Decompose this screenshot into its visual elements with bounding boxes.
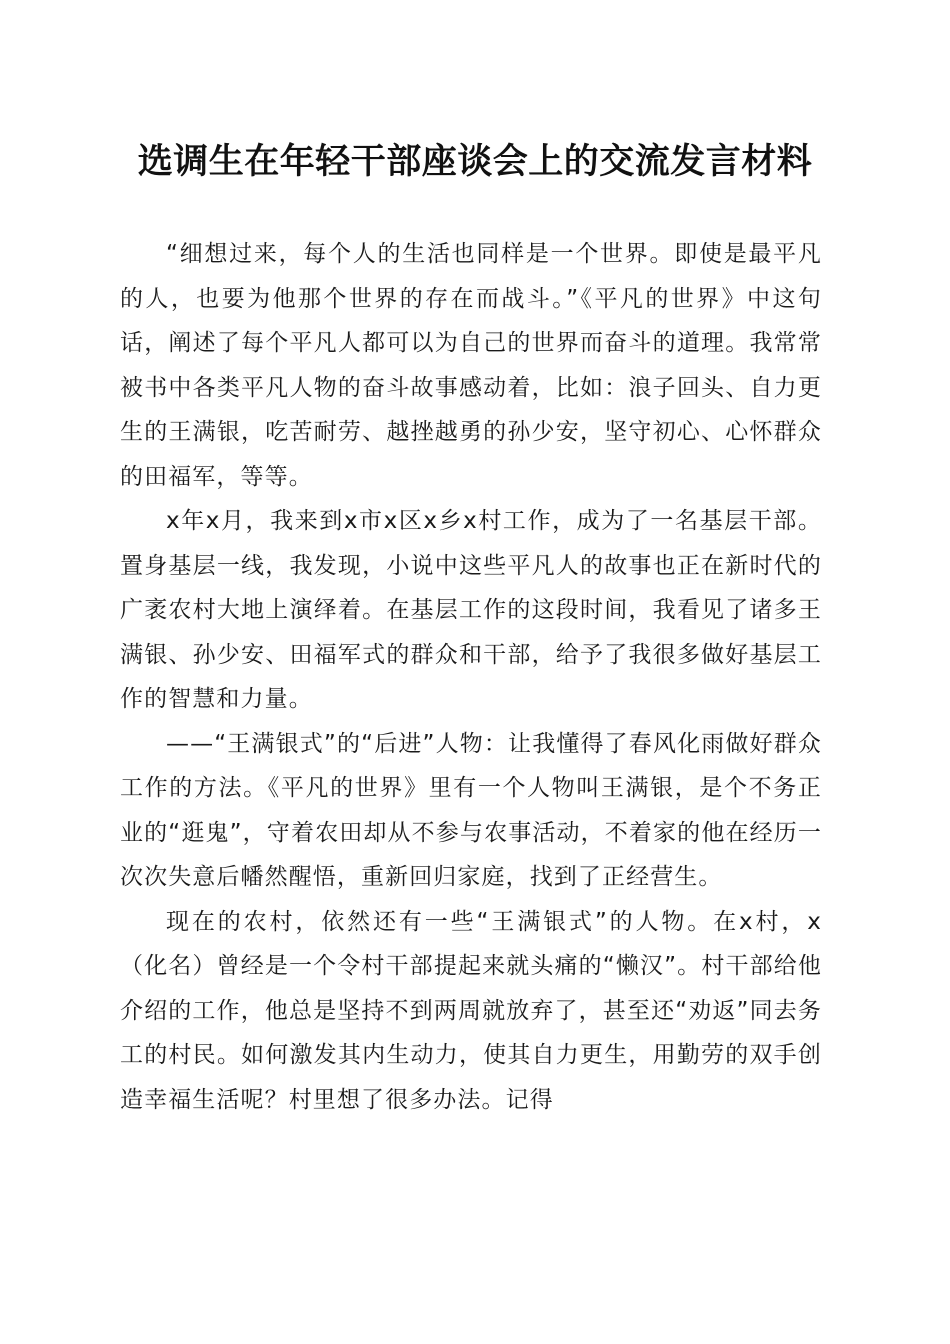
paragraph-3: ——“王满银式”的“后进”人物：让我懂得了春风化雨做好群众工作的方法。《平凡的世界》里有一个人物叫王满银，是个不务正业的“逛鬼”，守着农田却从不参与农事活动，不着家的他在经历一次次失意后幡然醒悟，重新回归家庭，找到了正经营生。 — [120, 730, 822, 890]
paragraph-1: “细想过来，每个人的生活也同样是一个世界。即使是最平凡的人，也要为他那个世界的存在而战斗。”《平凡的世界》中这句话，阐述了每个平凡人都可以为自己的世界而奋斗的道理。我常常被书中各类平凡人物的奋斗故事感动着，比如：浪子回头、自力更生的王满银，吃苦耐劳、越挫越勇的孙少安，坚守初心、心怀群众的田福军，等等。 — [120, 241, 822, 490]
paragraph-4: 现在的农村，依然还有一些“王满银式”的人物。在x村，x（化名）曾经是一个令村干部提起来就头痛的“懒汉”。村干部给他介绍的工作，他总是坚持不到两周就放弃了，甚至还“劝返”同去务工的村民。如何激发其内生动力，使其自力更生，用勤劳的双手创造幸福生活呢？村里想了很多办法。记得 — [120, 908, 822, 1113]
paragraph-2: x年x月，我来到x市x区x乡x村工作，成为了一名基层干部。置身基层一线，我发现，小说中这些平凡人的故事也正在新时代的广袤农村大地上演绎着。在基层工作的这段时间，我看见了诸多王满银、孙少安、田福军式的群众和干部，给予了我很多做好基层工作的智慧和力量。 — [120, 508, 822, 712]
document-body — [120, 232, 822, 1122]
document-title: 选调生在年轻干部座谈会上的交流发言材料 — [137, 141, 813, 182]
